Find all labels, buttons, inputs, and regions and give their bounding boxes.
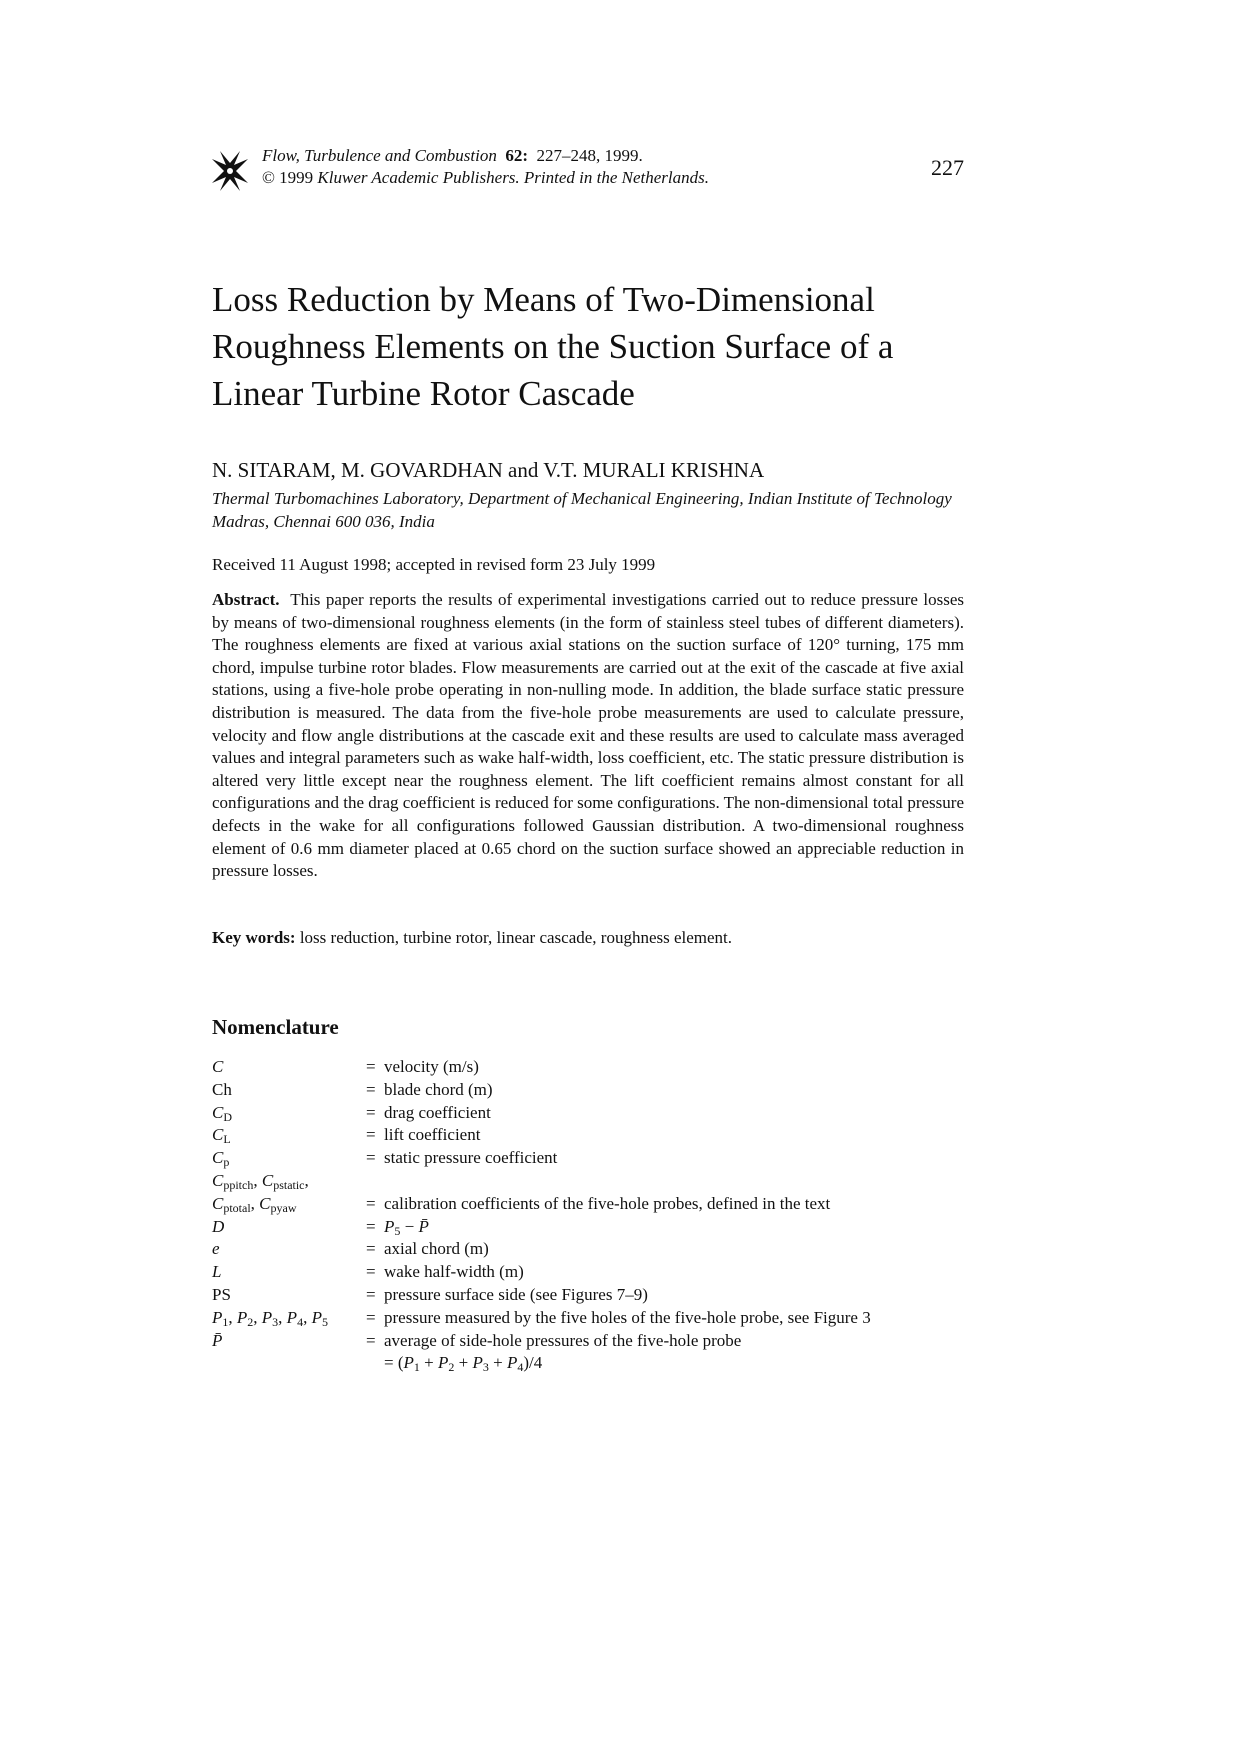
journal-citation [262, 145, 709, 189]
nomenclature-definition: static pressure coefficient [384, 1148, 558, 1168]
nomenclature-row [212, 1124, 972, 1147]
nomenclature-definition: average of side-hole pressures of the five-hole probe [384, 1330, 742, 1350]
nomenclature-definition: drag coefficient [384, 1102, 491, 1122]
nomenclature-row [212, 1261, 972, 1284]
nomenclature-row [212, 1193, 972, 1216]
nomenclature-definition: calibration coefficients of the five-hole probes, defined in the text [384, 1193, 831, 1213]
nomenclature-heading: Nomenclature [212, 1015, 339, 1039]
equals-sign: = [366, 1262, 376, 1282]
nomenclature-definition: blade chord (m) [384, 1079, 493, 1099]
received-dates: Received 11 August 1998; accepted in revised form 23 July 1999 [212, 555, 656, 574]
nomenclature-row [212, 1216, 972, 1239]
nomenclature-symbol: e [212, 1239, 220, 1259]
keywords [212, 928, 732, 948]
nomenclature-definition: $P_5$ − P̄ [384, 1216, 429, 1238]
keywords-label: Key words: [212, 928, 296, 947]
equals-sign: = [366, 1284, 376, 1304]
nomenclature-symbol: PS [212, 1284, 231, 1304]
abstract-text: This paper reports the results of experimental investigations carried out to reduce pressure losses by means of two-dimensional roughness elements (in the form of stainless steel tubes of different diameters). The roughness elements are fixed at various axial stations on the suction surface of 120° turning, 175 mm chord, impulse turbine rotor blades. Flow measurements are carried out at the exit of the cascade at five axial stations, using a five-hole probe operating in non-nulling mode. In addition, the blade surface static pressure distribution is measured. The data from the five-hole probe measurements are used to calculate pressure, velocity and flow angle distributions at the cascade exit and these results are used to calculate mass averaged values and integral parameters such as wake half-width, loss coefficient, etc. The static pressure distribution is altered very little except near the roughness element. The lift coefficient remains almost constant for all configurations and the drag coefficient is reduced for some configurations. The non-dimensional total pressure defects in the wake for all configurations followed Gaussian distribution. A two-dimensional roughness element of 0.6 mm diameter placed at 0.65 chord on the suction surface showed an appreciable reduction in pressure losses. [212, 590, 964, 881]
journal-pages: 227–248, 1999. [536, 146, 643, 165]
equals-sign: = [366, 1102, 376, 1122]
page-number: 227 [931, 155, 964, 180]
equals-sign: = [366, 1330, 376, 1350]
equals-sign: = [366, 1148, 376, 1168]
nomenclature-definition: axial chord (m) [384, 1239, 489, 1259]
equals-sign: = [366, 1307, 376, 1327]
nomenclature-symbol: $C_L$ [212, 1125, 231, 1147]
nomenclature-row [212, 1284, 972, 1307]
abstract [212, 589, 964, 883]
journal-name: Flow, Turbulence and Combustion [262, 146, 497, 165]
pbar-formula: = $(P_1 + P_2 + P_3 + P_4)/4$ [384, 1353, 543, 1375]
nomenclature-definition: wake half-width (m) [384, 1262, 524, 1282]
abstract-label: Abstract. [212, 590, 280, 609]
nomenclature-symbol: $C_p$ [212, 1148, 230, 1170]
equals-sign: = [366, 1193, 376, 1213]
equals-sign: = [366, 1079, 376, 1099]
nomenclature-definition: pressure surface side (see Figures 7–9) [384, 1284, 648, 1304]
nomenclature-symbol: $C_{ptotal}$, $C_{pyaw}$ [212, 1193, 297, 1215]
authors: N. SITARAM, M. GOVARDHAN and V.T. MURALI KRISHNA [212, 458, 765, 482]
equals-sign: = [366, 1239, 376, 1259]
equals-sign: = [366, 1216, 376, 1236]
affiliation: Thermal Turbomachines Laboratory, Department of Mechanical Engineering, Indian Institute of Technology Madras, Chennai 600 036, India [212, 489, 952, 531]
copyright-year: 1999 [279, 168, 314, 187]
paper-title: Loss Reduction by Means of Two-Dimensional Roughness Elements on the Suction Surface of a Linear Turbine Rotor Cascade [212, 280, 894, 413]
nomenclature-definition: pressure measured by the five holes of the five-hole probe, see Figure 3 [384, 1307, 871, 1327]
nomenclature-row [212, 1102, 972, 1125]
nomenclature-row [212, 1307, 972, 1330]
nomenclature-row [212, 1056, 972, 1079]
nomenclature-row [212, 1330, 972, 1353]
journal-volume: 62: [505, 146, 529, 165]
nomenclature-symbol: D [212, 1216, 225, 1236]
nomenclature-symbol: P̄ [212, 1330, 223, 1350]
nomenclature-row [212, 1170, 972, 1193]
nomenclature-symbol: C [212, 1057, 224, 1076]
nomenclature-symbol: Ch [212, 1079, 232, 1099]
nomenclature-definition: lift coefficient [384, 1125, 481, 1145]
nomenclature-symbol: L [212, 1262, 222, 1282]
nomenclature-symbol: $P_1$, $P_2$, $P_3$, $P_4$, $P_5$ [212, 1307, 328, 1329]
nomenclature-row [212, 1079, 972, 1102]
publisher-line: Kluwer Academic Publishers. Printed in the Netherlands. [317, 168, 710, 187]
publisher-logo-icon [212, 151, 248, 191]
nomenclature-row [212, 1352, 972, 1375]
journal-header [212, 145, 964, 197]
nomenclature-row [212, 1147, 972, 1170]
nomenclature-symbol: $C_{ppitch}$, $C_{pstatic}$, [212, 1170, 309, 1192]
equals-sign: = [366, 1125, 376, 1145]
nomenclature-definition: velocity (m/s) [384, 1057, 479, 1076]
nomenclature-row [212, 1238, 972, 1261]
equals-sign: = [366, 1057, 376, 1076]
keywords-text: loss reduction, turbine rotor, linear cascade, roughness element. [299, 928, 733, 947]
nomenclature-symbol: $C_D$ [212, 1102, 233, 1124]
nomenclature-list [212, 1056, 972, 1375]
copyright-symbol: © [262, 168, 275, 187]
